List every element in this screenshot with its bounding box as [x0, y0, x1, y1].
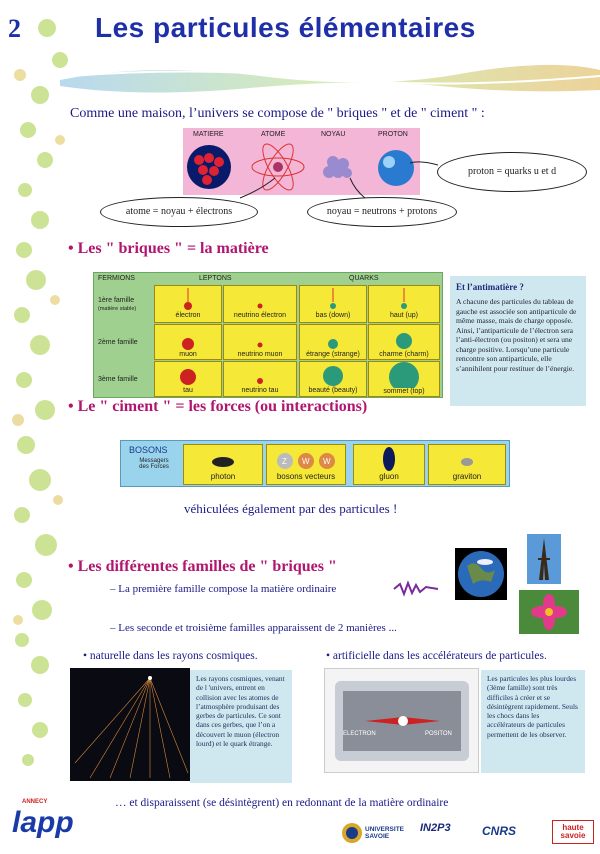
families-line2: – Les seconde et troisième familles apparaissent de 2 manières ... — [110, 622, 397, 634]
accelerator-text-box: Les particules les plus lourdes (3ème famille) sont très difficiles à créer et se désintègrent rapidement. Seuls les chocs dans les accélérateurs de particules permettent de les observer. — [481, 670, 585, 773]
earth-image — [455, 548, 507, 600]
cell-photon — [183, 444, 263, 485]
detector-image — [324, 668, 479, 773]
family2-label: 2ème famille — [98, 339, 138, 346]
lapp-logo: lapp — [12, 806, 74, 839]
leptons-label: LEPTONS — [199, 275, 232, 282]
antimatter-box — [450, 276, 586, 406]
families-line1: – La première famille compose la matière ordinaire — [110, 583, 337, 595]
svg-text:W: W — [323, 457, 331, 466]
up-label: haut (up) — [389, 312, 419, 319]
charm-label: charme (charm) — [379, 351, 429, 358]
haute-savoie-logo: haute savoie — [552, 820, 594, 844]
cell-top — [368, 361, 440, 397]
page-number: 2 — [8, 14, 21, 43]
gluon-label: gluon — [379, 472, 399, 481]
decorative-band — [0, 60, 600, 94]
label-matter: MATIERE — [193, 131, 224, 138]
cell-gluon — [353, 444, 425, 485]
flower-image — [519, 590, 579, 634]
top-label: sommet (top) — [383, 388, 425, 395]
boson-table — [120, 440, 510, 487]
down-label: bas (down) — [315, 312, 351, 319]
artificial-label: • artificielle dans les accélérateurs de particules. — [326, 650, 547, 662]
svg-text:Z: Z — [282, 457, 287, 466]
proton-note: proton = quarks u et d — [437, 152, 587, 192]
lapp-annecy-label: ANNECY — [22, 799, 48, 805]
bosons-caption: véhiculées également par des particules ! — [184, 501, 398, 516]
cell-vector-bosons — [266, 444, 346, 485]
intro-text: Comme une maison, l’univers se compose de " briques " et de " ciment " : — [70, 106, 485, 121]
cell-muon — [154, 324, 222, 360]
closing-text: … et disparaissent (se désintègrent) en redonnant de la matière ordinaire — [115, 797, 449, 809]
bosons-title: BOSONS — [129, 445, 168, 455]
squiggle-icon — [392, 580, 440, 598]
forces-heading: • Le " ciment " = les forces (ou interactions) — [68, 398, 368, 415]
tau-label: tau — [183, 387, 193, 394]
fermion-table — [93, 272, 443, 398]
bubbles-decoration — [0, 0, 80, 854]
photon-label: photon — [210, 472, 236, 481]
cell-graviton — [428, 444, 506, 485]
cosmic-text-box: Les rayons cosmiques, venant de l 'univers, entrent en collision avec les atomes de l’atmosphère produisant des gerbes de particules. Ce sont dans ces gerbes, que l’on a découvert le muon (électron lourd) et le quark étrange. — [190, 670, 292, 783]
label-atom: ATOME — [261, 131, 286, 138]
strange-label: étrange (strange) — [306, 351, 360, 358]
cell-electron — [154, 285, 222, 323]
in2p3-logo: IN2P3 — [420, 822, 451, 834]
cell-up — [368, 285, 440, 323]
cell-down — [299, 285, 367, 323]
beauty-label: beauté (beauty) — [308, 387, 358, 394]
nucleus-note: noyau = neutrons + protons — [307, 197, 457, 227]
muon-label: muon — [179, 351, 197, 358]
cosmic-ray-image — [70, 668, 190, 781]
cell-neutrino-tau — [223, 361, 297, 397]
label-proton: PROTON — [378, 131, 408, 138]
neutrino-tau-label: neutrino tau — [241, 387, 279, 394]
graviton-label: graviton — [452, 472, 482, 481]
cell-beauty — [299, 361, 367, 397]
bricks-heading: • Les " briques " = la matière — [68, 240, 269, 257]
university-logo: UNIVERSITE SAVOIE — [365, 826, 405, 840]
families-heading: • Les différentes familles de " briques " — [68, 558, 337, 575]
electron-label: électron — [175, 312, 201, 319]
fermions-label: FERMIONS — [98, 275, 135, 282]
atom-note: atome = noyau + électrons — [100, 197, 258, 227]
family3-label: 3ème famille — [98, 376, 138, 383]
bosons-sub: Messagers des Forces — [139, 458, 169, 470]
eiffel-tower-image — [527, 534, 561, 584]
neutrino-muon-label: neutrino muon — [237, 351, 283, 358]
positron-detector-label: POSITON — [425, 731, 452, 737]
diagram-arrows — [180, 160, 450, 205]
antimatter-text: A chacune des particules du tableau de gauche est associée son antiparticule de même masse, mais de charge opposée. Ainsi, l’antiparticule de l’électron sera l’anti-électron (ou positon) et sera une charge positive. Lorsqu’une particule rencontre son antiparticule, elle s’annihilent pour restituer de l’énergie. — [456, 297, 577, 373]
cell-neutrino-electron — [223, 285, 297, 323]
family1-label: 1ère famille — [98, 297, 135, 304]
cell-neutrino-muon — [223, 324, 297, 360]
natural-label: • naturelle dans les rayons cosmiques. — [83, 650, 258, 662]
electron-detector-label: ELECTRON — [343, 731, 376, 737]
family1-sub: (matière stable) — [98, 306, 137, 312]
neutrino-electron-label: neutrino électron — [233, 312, 287, 319]
university-crest-icon — [340, 822, 364, 844]
svg-text:W: W — [302, 457, 310, 466]
label-nucleus: NOYAU — [321, 131, 346, 138]
page-title: Les particules élémentaires — [95, 12, 476, 43]
cnrs-logo: CNRS — [482, 824, 517, 838]
vector-bosons-label: bosons vecteurs — [276, 472, 336, 481]
quarks-label: QUARKS — [349, 275, 379, 282]
cell-tau — [154, 361, 222, 397]
antimatter-title: Et l’antimatière ? — [456, 282, 524, 292]
cell-charm — [368, 324, 440, 360]
cell-strange — [299, 324, 367, 360]
